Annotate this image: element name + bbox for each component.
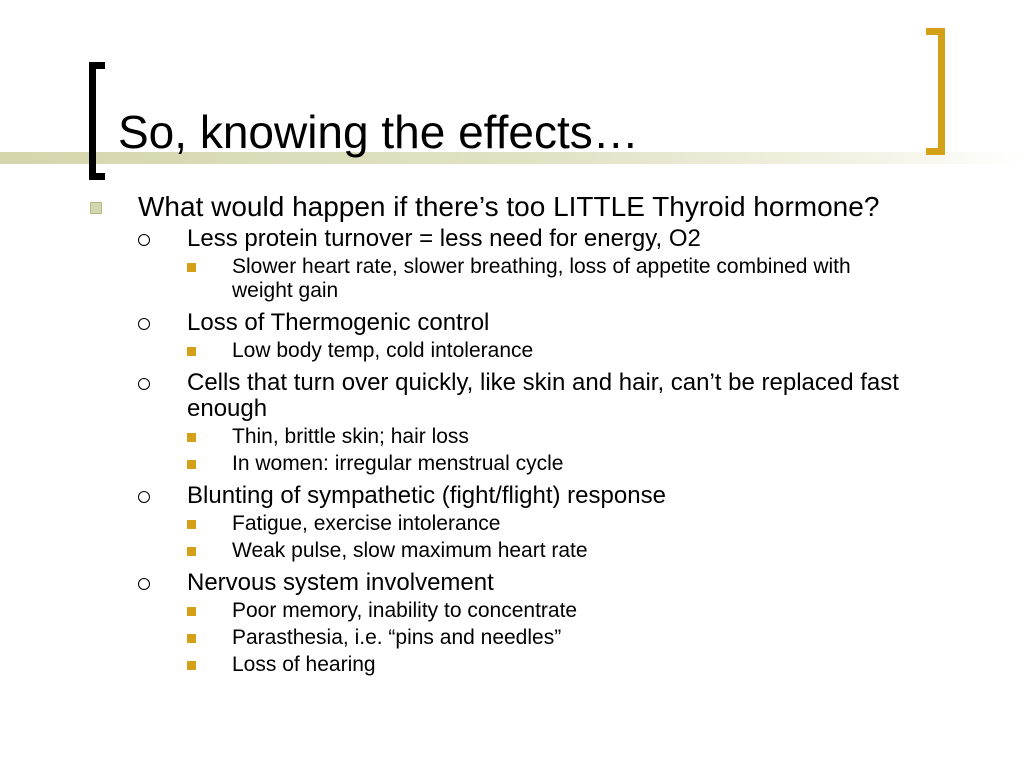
bullet-level1 <box>90 192 910 222</box>
bullet-level3 <box>90 425 910 449</box>
slide-body <box>90 192 910 677</box>
gold-square-bullet-icon <box>187 263 196 272</box>
square-bullet-icon <box>90 202 102 214</box>
hollow-circle-bullet-icon <box>138 578 150 590</box>
bullet-level3 <box>90 452 910 476</box>
bullet-level2 <box>90 310 910 336</box>
bullet-text: Weak pulse, slow maximum heart rate <box>232 539 588 562</box>
slide-title: So, knowing the effects… <box>118 106 639 158</box>
gold-square-bullet-icon <box>187 547 196 556</box>
bullet-text: Thin, brittle skin; hair loss <box>232 425 469 448</box>
bullet-text: In women: irregular menstrual cycle <box>232 452 564 475</box>
gold-square-bullet-icon <box>187 634 196 643</box>
hollow-circle-bullet-icon <box>138 491 150 503</box>
bullet-text: Less protein turnover = less need for energy, O2 <box>187 225 701 252</box>
bullet-text: Cells that turn over quickly, like skin and hair, can’t be replaced fast enough <box>187 369 899 422</box>
bullet-text: Fatigue, exercise intolerance <box>232 512 501 535</box>
bullet-level3 <box>90 255 910 303</box>
hollow-circle-bullet-icon <box>138 318 150 330</box>
gold-square-bullet-icon <box>187 607 196 616</box>
gold-bracket-icon <box>926 28 945 155</box>
bullet-text: Poor memory, inability to concentrate <box>232 599 578 622</box>
bullet-text: Loss of Thermogenic control <box>187 309 490 336</box>
hollow-circle-bullet-icon <box>138 378 150 390</box>
gold-square-bullet-icon <box>187 433 196 442</box>
gold-square-bullet-icon <box>187 347 196 356</box>
bullet-text: Low body temp, cold intolerance <box>232 339 534 362</box>
bullet-level2 <box>90 226 910 252</box>
bullet-text: Blunting of sympathetic (fight/flight) response <box>187 482 666 509</box>
bullet-level3 <box>90 339 910 363</box>
bullet-text: Nervous system involvement <box>187 569 494 596</box>
bullet-level2 <box>90 570 910 596</box>
bullet-level3 <box>90 539 910 563</box>
gold-square-bullet-icon <box>187 520 196 529</box>
bullet-text: What would happen if there’s too LITTLE Thyroid hormone? <box>138 191 880 222</box>
hollow-circle-bullet-icon <box>138 234 150 246</box>
bullet-level2 <box>90 483 910 509</box>
bullet-level3 <box>90 512 910 536</box>
gold-square-bullet-icon <box>187 460 196 469</box>
bullet-level3 <box>90 599 910 623</box>
bullet-level3 <box>90 653 910 677</box>
bullet-level3 <box>90 626 910 650</box>
gold-square-bullet-icon <box>187 661 196 670</box>
bullet-level2 <box>90 370 910 422</box>
bullet-text: Slower heart rate, slower breathing, loss of appetite combined with weight gain <box>232 255 851 302</box>
bullet-text: Loss of hearing <box>232 653 376 676</box>
bullet-text: Parasthesia, i.e. “pins and needles” <box>232 626 562 649</box>
black-bracket-icon <box>89 62 105 180</box>
